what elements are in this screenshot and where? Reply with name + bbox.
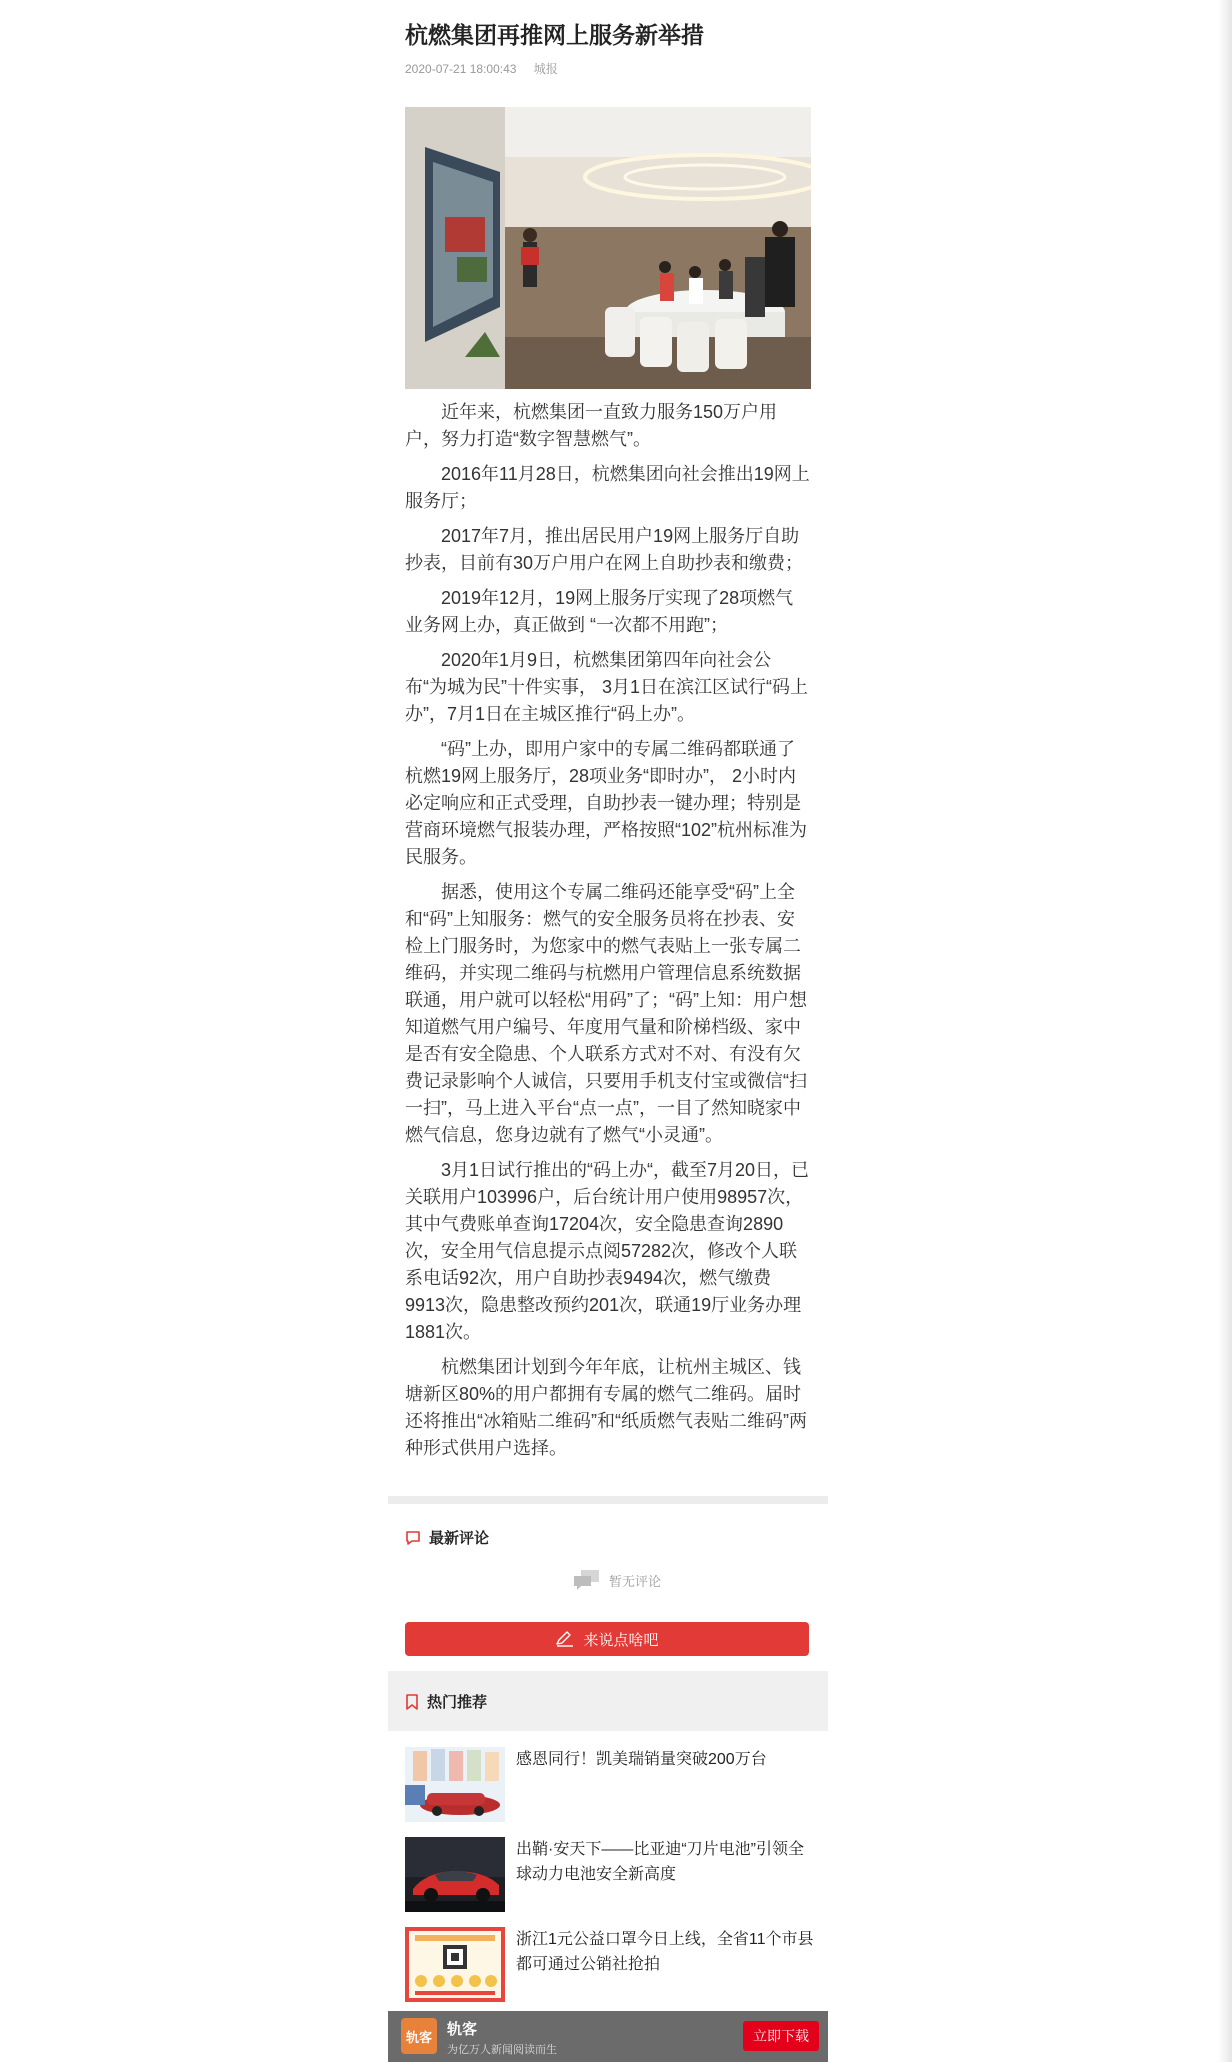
news-thumbnail xyxy=(405,1927,505,2002)
news-thumbnail xyxy=(405,1747,505,1822)
article-photo[interactable] xyxy=(405,107,811,389)
download-button[interactable]: 立即下载 xyxy=(743,2021,819,2051)
comments-heading-label: 最新评论 xyxy=(429,1530,490,1547)
article-paragraph: 3月1日试行推出的“码上办“，截至7月20日，已关联用户103996户，后台统计用户使用98957次，其中气费账单查询17204次，安全隐患查询2890次，安全用气信息提示点阅57282次，修改个人联系电话92次，用户自助抄表9494次，燃气缴费9913次，隐患整改预约201次，联通19厅业务办理1881次。 xyxy=(405,1160,810,1342)
empty-comments xyxy=(573,1568,661,1592)
article-source: 城报 xyxy=(533,62,558,76)
write-comment-button[interactable] xyxy=(405,1622,809,1656)
news-thumbnail xyxy=(405,1837,505,1912)
article-paragraph: 2017年7月，推出居民用户19网上服务厅自助抄表，目前有30万户用户在网上自助抄表和缴费； xyxy=(405,526,804,573)
news-item[interactable] xyxy=(405,1837,815,1912)
article-column xyxy=(388,0,828,2062)
article-paragraph: 近年来，杭燃集团一直致力服务150万户用户，努力打造“数字智慧燃气”。 xyxy=(405,402,778,449)
article-meta xyxy=(405,60,572,77)
article-paragraph: “码”上办，即用户家中的专属二维码都联通了杭燃19网上服务厅，28项业务“即时办”， 2小时内必定响应和正式受理，自助抄表一键办理；特别是营商环境燃气报装办理，严格按照“102”杭州标准为民服务。 xyxy=(405,739,808,867)
article-paragraph: 2020年1月9日，杭燃集团第四年向社会公布“为城为民”十件实事， 3月1日在滨江区试行“码上办”，7月1日在主城区推行“码上办”。 xyxy=(405,650,809,724)
pen-icon xyxy=(555,1631,575,1647)
empty-comment-icon xyxy=(573,1568,601,1592)
news-title: 感恩同行！凯美瑞销量突破200万台 xyxy=(516,1751,767,1768)
news-item[interactable] xyxy=(405,1927,815,2002)
comments-heading xyxy=(405,1527,489,1548)
comment-icon xyxy=(405,1530,421,1546)
page-edge-shadow xyxy=(1218,0,1232,2062)
article-paragraph: 2016年11月28日，杭燃集团向社会推出19网上服务厅； xyxy=(405,464,810,511)
app-slogan: 为亿万人新闻阅读而生 xyxy=(447,2044,557,2056)
section-divider xyxy=(388,1496,828,1504)
news-title: 出鞘·安天下——比亚迪“刀片电池”引领全球动力电池安全新高度 xyxy=(516,1841,804,1883)
article-paragraph: 据悉，使用这个专属二维码还能享受“码”上全和“码”上知服务：燃气的安全服务员将在抄表、安检上门服务时，为您家中的燃气表贴上一张专属二维码，并实现二维码与杭燃用户管理信息系统数据联通，用户就可以轻松“用码”了；“码”上知：用户想知道燃气用户编号、年度用气量和阶梯档级、家中是否有安全隐患、个人联系方式对不对、有没有欠费记录影响个人诚信，只要用手机支付宝或微信“扫一扫”，马上进入平台“点一点”，一目了然知晓家中燃气信息，您身边就有了燃气“小灵通”。 xyxy=(405,882,807,1145)
app-name: 轨客 xyxy=(447,2021,478,2038)
news-item[interactable] xyxy=(405,1747,815,1822)
app-download-bar xyxy=(388,2011,828,2062)
hot-heading xyxy=(405,1691,487,1712)
article-paragraph: 2019年12月，19网上服务厅实现了28项燃气业务网上办，真正做到 “一次都不用跑”； xyxy=(405,588,794,635)
bookmark-icon xyxy=(405,1694,419,1710)
empty-comments-label: 暂无评论 xyxy=(609,1573,662,1589)
article-body xyxy=(405,399,811,1470)
news-title: 浙江1元公益口罩今日上线，全省11个市县都可通过公销社抢拍 xyxy=(516,1931,814,1973)
hot-heading-label: 热门推荐 xyxy=(427,1694,488,1711)
article-title: 杭燃集团再推网上服务新举措 xyxy=(405,22,704,48)
app-logo: 轨客 xyxy=(401,2018,437,2054)
publish-date: 2020-07-21 18:00:43 xyxy=(405,62,517,76)
write-comment-label: 来说点啥吧 xyxy=(583,1631,659,1649)
article-paragraph: 杭燃集团计划到今年年底，让杭州主城区、钱塘新区80%的用户都拥有专属的燃气二维码。届时还将推出“冰箱贴二维码”和“纸质燃气表贴二维码”两种形式供用户选择。 xyxy=(405,1357,807,1458)
